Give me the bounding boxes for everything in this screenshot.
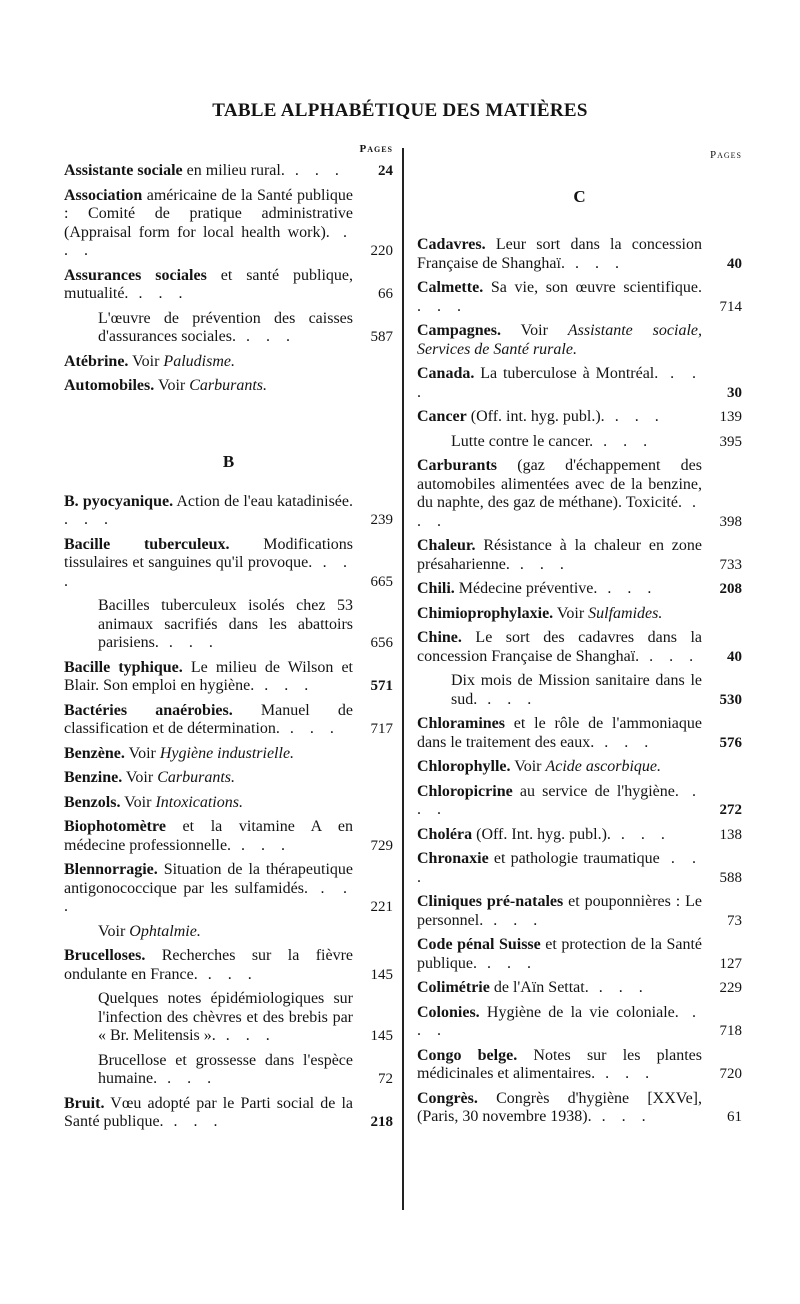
index-entry <box>417 433 742 452</box>
index-entry <box>64 923 393 942</box>
leader-dots: . . . <box>235 328 296 345</box>
entry-text: Voir <box>510 758 546 775</box>
entry-term: Assurances sociales <box>64 266 207 284</box>
index-entry <box>64 659 393 696</box>
page-number: 127 <box>719 955 742 972</box>
entry-text: Sa vie, son œuvre scientifique. <box>483 279 702 296</box>
leader-dots: . . . <box>588 979 649 996</box>
leader-dots: . . . <box>595 1065 656 1082</box>
entry-text: américaine de la Santé publique : Comité de pratique administrative (Appraisal form for local health work). <box>64 186 353 241</box>
index-entry <box>64 187 393 261</box>
entry-text: Modifications tissulaires et sanguines qu'il provoque. <box>64 535 353 571</box>
entry-term: Chlorophylle. <box>417 758 511 775</box>
entry-text: Manuel de classification et de détermination. <box>64 701 353 737</box>
index-entry <box>417 457 742 531</box>
right-column <box>417 140 742 1133</box>
index-entry <box>64 861 393 917</box>
entry-term: Blennorragie. <box>64 861 158 878</box>
entry-text: et la vitamine A en médecine professionnelle. <box>64 818 353 854</box>
page-number: 40 <box>727 648 742 665</box>
page-number: 66 <box>378 286 393 302</box>
entry-text: Bacilles tuberculeux isolés chez 53 animaux sacrifiés dans les abattoirs parisiens. <box>98 597 353 651</box>
index-entry <box>417 893 742 930</box>
entry-term: B. pyocyanique. <box>64 492 174 510</box>
entry-term: Bruit. <box>64 1094 105 1112</box>
entry-text: Situation de la thérapeutique antigonococcique par les sulfamidés. <box>64 861 353 897</box>
entry-term: Benzine. <box>64 769 123 786</box>
entry-term: Bacille typhique. <box>64 658 183 676</box>
page-number: 665 <box>370 573 393 590</box>
entry-text: L'œuvre de prévention des caisses d'assurances sociales. <box>98 309 353 345</box>
page-number: 718 <box>719 1023 742 1039</box>
leader-dots: . . . <box>417 1003 702 1039</box>
entry-see-reference: Carburants. <box>189 377 268 394</box>
leader-dots: . . . <box>591 1108 652 1125</box>
entry-term: Choléra <box>417 825 473 843</box>
entry-term: Chili. <box>417 580 455 597</box>
entry-see-reference: Ophtalmie. <box>129 922 201 940</box>
entry-term: Chronaxie <box>417 850 489 867</box>
leader-dots: . . . <box>64 511 114 528</box>
leader-dots: . . . <box>157 1070 218 1087</box>
index-entry <box>64 353 393 372</box>
leader-dots: . . . <box>417 850 702 886</box>
entry-see-reference: Carburants. <box>157 769 235 786</box>
entry-term: Chloropicrine <box>417 782 513 800</box>
leader-dots: . . . <box>64 879 354 915</box>
page-number: 138 <box>719 826 742 843</box>
page-number: 588 <box>719 869 742 886</box>
entry-text: (Off. int. hyg. publ.). <box>466 408 605 425</box>
entry-text: Médecine préventive. <box>454 580 598 597</box>
index-entry <box>417 1090 742 1127</box>
page-number: 229 <box>719 980 742 996</box>
entry-text: et pouponnières : Le personnel. <box>417 893 702 929</box>
entry-see-reference: Hygiène industrielle. <box>159 744 295 762</box>
leader-dots: . . . <box>163 1113 224 1130</box>
index-entry <box>64 769 393 788</box>
entry-text: de l'Aïn Settat. <box>489 979 589 996</box>
index-entry <box>64 267 393 304</box>
entry-text: Voir <box>128 352 164 370</box>
page-number: 208 <box>719 581 742 597</box>
page-number: 139 <box>719 409 742 425</box>
entry-term: Carburants <box>417 457 498 474</box>
entry-term: Canada. <box>417 365 475 382</box>
leader-dots: . . . <box>597 580 658 597</box>
leader-dots: . . . <box>483 911 544 929</box>
page-number: 61 <box>727 1109 742 1125</box>
index-entry <box>417 605 742 624</box>
page-number: 145 <box>370 1028 393 1044</box>
page-number: 714 <box>719 298 742 315</box>
entry-text: au service de l'hygiène. <box>512 782 679 800</box>
entry-text: Lutte contre le cancer. <box>451 432 594 450</box>
index-entry <box>417 979 742 998</box>
leader-dots: . . . <box>604 408 665 425</box>
index-entry <box>417 279 742 316</box>
entry-text: Résistance à la chaleur en zone présaharienne. <box>417 537 702 573</box>
leader-dots: . . . <box>610 825 671 843</box>
entry-term: Cancer <box>417 408 467 425</box>
index-entry <box>64 1095 393 1132</box>
entry-term: Colonies. <box>417 1003 480 1021</box>
leader-dots: . . . <box>128 285 189 302</box>
page-number: 720 <box>719 1066 742 1082</box>
leader-dots: . . . <box>593 432 654 450</box>
page-number: 73 <box>727 912 742 929</box>
entry-term: Brucelloses. <box>64 947 146 964</box>
entry-term: Congrès. <box>417 1089 478 1107</box>
entry-text: en milieu rural. <box>182 162 285 179</box>
entry-term: Benzols. <box>64 793 121 811</box>
index-entry <box>417 936 742 973</box>
entry-term: Chaleur. <box>417 537 476 554</box>
index-entry <box>417 758 742 777</box>
page-number: 717 <box>370 721 393 737</box>
leader-dots: . . . <box>417 365 703 401</box>
entry-term: Chine. <box>417 629 462 646</box>
page-number: 733 <box>719 556 742 573</box>
entry-text: Le milieu de Wilson et Blair. Son emploi en hygiène. <box>64 658 353 694</box>
entry-text: Voir <box>124 744 160 762</box>
index-entry <box>64 536 393 592</box>
index-entry <box>417 1004 742 1041</box>
index-entry <box>64 818 393 855</box>
letter-heading-b: B <box>222 451 235 471</box>
page-number: 220 <box>370 243 393 259</box>
index-entry <box>64 310 393 347</box>
leader-dots: . . . <box>477 954 537 972</box>
entry-term: Cliniques pré-natales <box>417 893 564 910</box>
leader-dots: . . . <box>477 690 538 708</box>
page-number: 30 <box>727 384 742 401</box>
entry-text: et santé publique, mutualité. <box>64 266 353 302</box>
entry-see-reference: Assistante sociale, Services de Santé rurale. <box>417 322 702 358</box>
leader-dots: . . . <box>417 494 702 530</box>
left-column <box>64 140 393 1138</box>
entry-text: Congrès d'hygiène [XXVe], (Paris, 30 novembre 1938). <box>417 1089 702 1125</box>
entry-text: Dix mois de Mission sanitaire dans le sud. <box>451 672 702 708</box>
page-number: 72 <box>378 1071 393 1087</box>
leader-dots: . . . <box>417 297 467 315</box>
index-entry <box>417 537 742 574</box>
index-entry <box>417 850 742 887</box>
page-number: 656 <box>370 635 393 651</box>
page-number: 218 <box>370 1114 393 1130</box>
leader-dots: . . . <box>231 836 292 854</box>
entry-text: Voir <box>154 377 190 394</box>
column-divider <box>402 148 404 1210</box>
entry-term: Biophotomètre <box>64 818 166 835</box>
page-number: 221 <box>370 899 393 915</box>
entry-term: Campagnes. <box>417 322 502 339</box>
page-number: 729 <box>370 837 393 854</box>
entry-see-reference: Paludisme. <box>163 352 235 370</box>
index-entry <box>64 745 393 764</box>
index-entry <box>64 493 393 530</box>
leader-dots: . . . <box>509 555 570 573</box>
entry-text: Voir <box>120 793 156 811</box>
pages-header: Pages <box>709 149 742 161</box>
index-entry <box>417 629 742 666</box>
page-number: 272 <box>719 802 742 818</box>
entry-see-reference: Acide ascorbique. <box>545 758 662 775</box>
letter-heading-c: C <box>573 187 586 206</box>
index-entry <box>64 377 393 396</box>
index-entry <box>417 365 742 402</box>
page-number: 395 <box>719 433 742 450</box>
leader-dots: . . . <box>64 554 353 590</box>
entry-term: Calmette. <box>417 279 484 296</box>
index-entry <box>417 715 742 752</box>
page-number: 40 <box>727 255 742 272</box>
entry-term: Code pénal Suisse <box>417 936 541 953</box>
entry-text: Action de l'eau katadinisée. <box>173 492 353 510</box>
index-entry <box>417 236 742 273</box>
entry-text: Leur sort dans la concession Française de Shanghaï. <box>417 236 702 272</box>
page-number: 145 <box>370 966 393 983</box>
section-b <box>64 493 393 1132</box>
page-number: 398 <box>719 513 742 530</box>
leader-dots: . . . <box>417 782 703 818</box>
entry-term: Association <box>64 186 143 204</box>
index-entry <box>417 826 742 845</box>
entry-term: Benzène. <box>64 744 125 762</box>
entry-term: Chimioprophylaxie. <box>417 604 554 622</box>
entry-term: Assistante sociale <box>64 162 183 179</box>
leader-dots: . . . <box>158 634 219 651</box>
entry-text: (gaz d'échappement des automobiles alimentées avec de la benzine, du naphte, des gaz de méthane). Toxicité. <box>417 457 702 511</box>
entry-term: Cadavres. <box>417 236 486 253</box>
entry-text: La tuberculose à Montréal. <box>474 365 659 382</box>
index-entry <box>417 580 742 599</box>
page-number: 587 <box>370 329 393 345</box>
index-entry <box>64 597 393 653</box>
index-entry <box>64 947 393 984</box>
index-entry <box>417 408 742 427</box>
entry-see-reference: Sulfamides. <box>588 604 663 622</box>
index-entry <box>64 1052 393 1089</box>
leader-dots: . . . <box>197 965 258 983</box>
entry-term: Automobiles. <box>64 377 155 394</box>
entry-text: Le sort des cadavres dans la concession Française de Shanghaï. <box>417 629 702 665</box>
leader-dots: . . . <box>594 733 655 751</box>
leader-dots: . . . <box>284 162 345 179</box>
page-number: 24 <box>378 163 393 179</box>
leader-dots: . . . <box>564 254 625 272</box>
entry-term: Bactéries anaérobies. <box>64 701 233 719</box>
leader-dots: . . . <box>279 720 340 737</box>
leader-dots: . . . <box>639 647 700 665</box>
entry-text: Voir <box>122 769 158 786</box>
entry-text: Quelques notes épidémiologiques sur l'infection des chèvres et des brebis par « Br. Melitensis ». <box>98 990 353 1044</box>
index-entry <box>64 794 393 813</box>
page-number: 576 <box>719 734 742 751</box>
page-number: 571 <box>370 678 393 694</box>
entry-text: (Off. Int. hyg. publ.). <box>472 825 611 843</box>
leader-dots: . . . <box>254 677 315 694</box>
index-entry <box>417 1047 742 1084</box>
entry-term: Congo belge. <box>417 1046 518 1064</box>
page-number: 530 <box>719 691 742 708</box>
index-entry <box>64 990 393 1046</box>
entry-text: Voir <box>98 922 130 940</box>
entry-text: et pathologie traumatique <box>488 850 660 867</box>
entry-term: Atébrine. <box>64 352 129 370</box>
entry-text: Voir <box>553 604 589 622</box>
entry-text: Notes sur les plantes médicinales et alimentaires. <box>417 1046 702 1082</box>
leader-dots: . . . <box>215 1027 276 1044</box>
entry-text: et le rôle de l'ammoniaque dans le traitement des eaux. <box>417 715 702 751</box>
section-c <box>417 236 742 1127</box>
pages-header: Pages <box>359 143 393 155</box>
entry-term: Chloramines <box>417 715 505 732</box>
entry-see-reference: Intoxications. <box>155 793 243 811</box>
index-entry <box>417 322 742 359</box>
index-entry <box>417 783 742 820</box>
entry-text: Voir <box>501 322 568 339</box>
entry-text: et protection de la Santé publique. <box>417 936 702 972</box>
entry-term: Colimétrie <box>417 979 490 996</box>
entry-text: Recherches sur la fièvre ondulante en France. <box>64 947 353 983</box>
index-entry <box>64 702 393 739</box>
entry-term: Bacille tuberculeux. <box>64 535 230 553</box>
index-entry <box>417 672 742 709</box>
page-number: 239 <box>370 512 393 528</box>
entry-text: Vœu adopté par le Parti social de la Santé publique. <box>64 1094 353 1130</box>
index-entry <box>64 162 393 181</box>
leader-dots: . . . <box>64 223 353 259</box>
page-title: TABLE ALPHABÉTIQUE DES MATIÈRES <box>212 100 588 121</box>
section-a <box>64 162 393 396</box>
entry-text: Brucellose et grossesse dans l'espèce humaine. <box>98 1051 353 1087</box>
entry-text: Hygiène de la vie coloniale. <box>479 1003 679 1021</box>
